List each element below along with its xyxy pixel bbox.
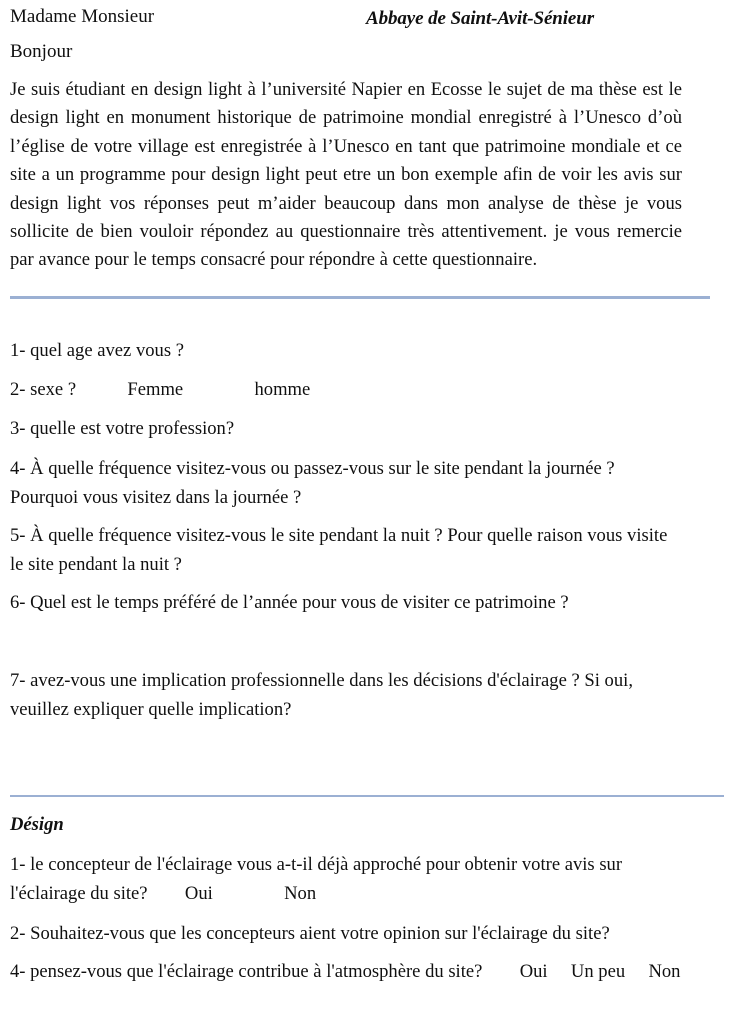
- intro-paragraph: Je suis étudiant en design light à l’université Napier en Ecosse le sujet de ma thèse est le design light en monument historique de patrimoine mondial enregistré à l’Unesco d’où l’église de votre village est enregistrée à l’Unesco en tant que patrimoine mondiale et ce site a un programme pour design light peut etre un bon exemple afin de voir les avis sur design light vos réponses peut m’aider beaucoup dans mon analyse de thèse je vous sollicite de bien vouloir répondez au questionnaire très attentivement. je vous remercie par avance pour le temps consacré pour répondre à cette questionnaire.: [10, 79, 682, 271]
- question-3-text: 3- quelle est votre profession?: [10, 418, 235, 439]
- question-5-text: 5- À quelle fréquence visitez-vous le site pendant la nuit ? Pour quelle raison vous visite le site pendant la nuit ?: [10, 525, 668, 575]
- question-6: [10, 589, 684, 618]
- question-7-text: 7- avez-vous une implication professionnelle dans les décisions d'éclairage ? Si oui, veuillez expliquer quelle implication?: [10, 670, 633, 720]
- design-question-4-option-unpeu[interactable]: Un peu: [570, 961, 626, 982]
- question-1: [10, 337, 684, 366]
- design-section-heading: Désign: [10, 814, 64, 835]
- design-question-4-option-non[interactable]: Non: [648, 961, 681, 982]
- section-divider-top: [10, 296, 710, 299]
- question-1-text: 1- quel age avez vous ?: [10, 340, 184, 361]
- design-question-2-text: 2- Souhaitez-vous que les concepteurs aient votre opinion sur l'éclairage du site?: [10, 923, 610, 944]
- design-question-4: [10, 958, 684, 987]
- question-2-option-homme[interactable]: homme: [254, 379, 311, 400]
- question-7: [10, 667, 684, 724]
- question-2-option-femme[interactable]: Femme: [127, 379, 184, 400]
- page-title: Abbaye de Saint-Avit-Sénieur: [366, 8, 595, 29]
- question-5: [10, 522, 684, 579]
- question-4-text: 4- À quelle fréquence visitez-vous ou passez-vous sur le site pendant la journée ? Pourquoi vous visitez dans la journée ?: [10, 458, 615, 508]
- document-header: [0, 4, 732, 40]
- section-divider-design: [10, 795, 724, 797]
- question-6-text: 6- Quel est le temps préféré de l’année pour vous de visiter ce patrimoine ?: [10, 592, 569, 613]
- design-question-4-option-oui[interactable]: Oui: [519, 961, 548, 982]
- question-2: [10, 376, 684, 405]
- design-question-1: [10, 851, 684, 908]
- salutation-text: Madame Monsieur: [10, 6, 155, 27]
- design-question-1-label: 1- le concepteur de l'éclairage vous a-t-il déjà approché pour obtenir votre avis sur l'éclairage du site?: [10, 854, 623, 904]
- question-4: [10, 455, 684, 512]
- question-2-label: 2- sexe ?: [10, 379, 77, 400]
- question-3: [10, 415, 684, 444]
- design-question-4-label: 4- pensez-vous que l'éclairage contribue à l'atmosphère du site?: [10, 961, 483, 982]
- design-question-1-option-oui[interactable]: Oui: [184, 882, 213, 904]
- design-question-1-option-non[interactable]: Non: [284, 882, 317, 904]
- design-question-2: [10, 920, 684, 949]
- greeting-text: Bonjour: [10, 41, 73, 62]
